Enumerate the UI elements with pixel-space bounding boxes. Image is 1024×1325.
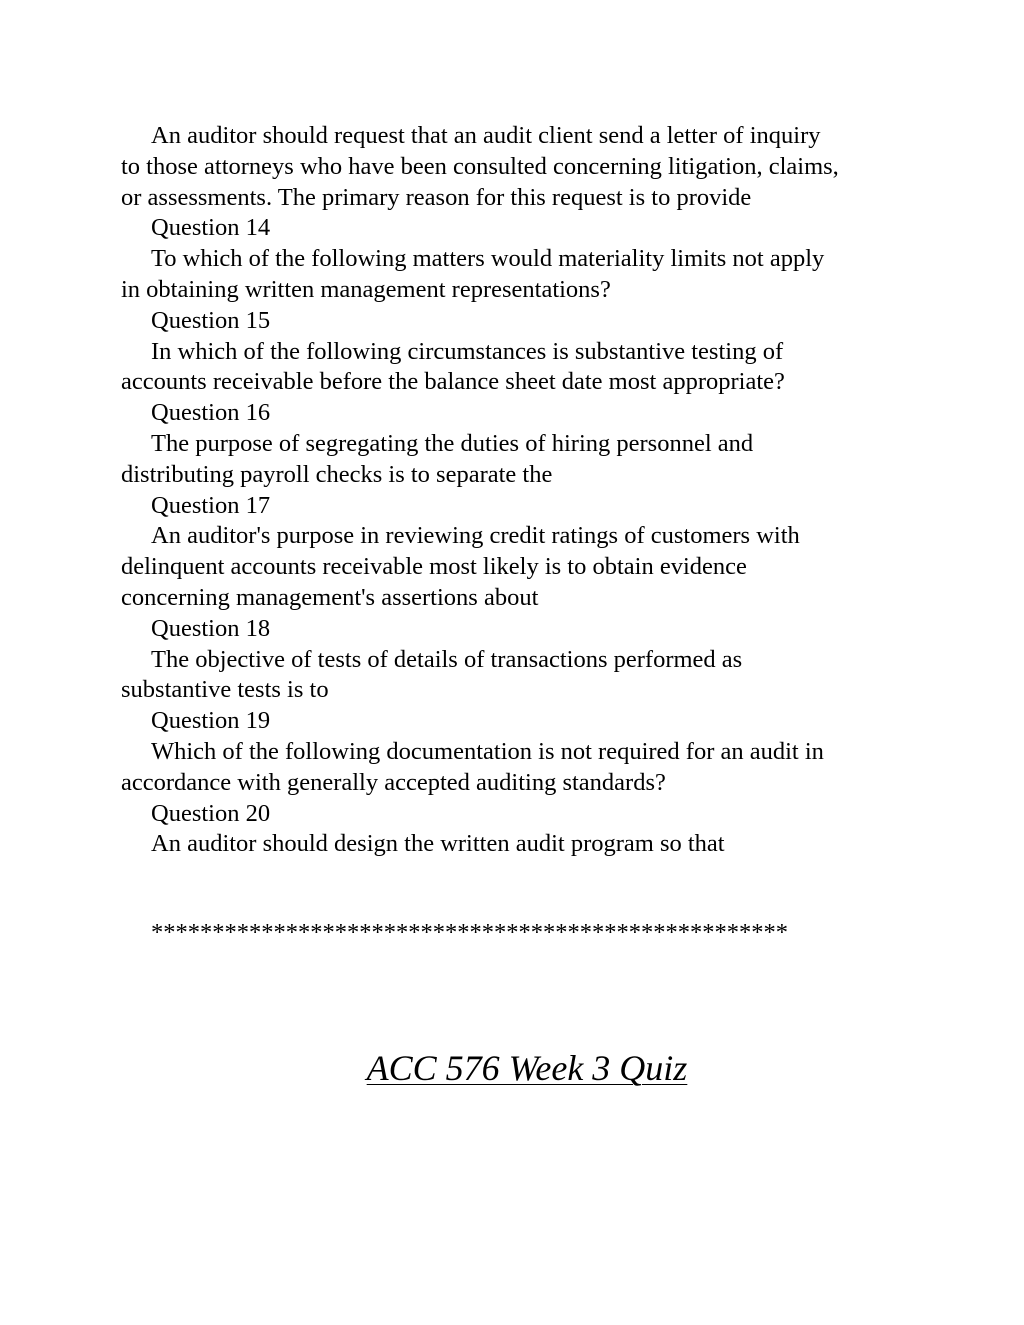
- separator-asterisks: ****************************************************: [151, 919, 788, 946]
- question-15-label: Question 15: [151, 306, 271, 334]
- question-13-line-2: to those attorneys who have been consulted concerning litigation, claims,: [121, 152, 839, 180]
- question-17-line-2: delinquent accounts receivable most likely is to obtain evidence: [121, 553, 747, 581]
- question-13-line-1: An auditor should request that an audit client send a letter of inquiry: [151, 122, 821, 149]
- question-18-label: Question 18: [151, 614, 271, 642]
- question-18-line-1: The objective of tests of details of transactions performed as: [151, 645, 743, 673]
- question-14-line-1: To which of the following matters would materiality limits not apply: [151, 245, 825, 273]
- question-16-line-1: The purpose of segregating the duties of hiring personnel and: [151, 429, 754, 457]
- question-18-text: [121, 645, 921, 707]
- question-15-line-1: In which of the following circumstances is substantive testing of: [151, 337, 784, 365]
- question-19-label: Question 19: [151, 707, 271, 735]
- questions-list: [121, 121, 921, 860]
- question-13-text: [121, 121, 921, 213]
- question-20-text: [121, 829, 921, 860]
- question-20-label: Question 20: [151, 799, 271, 827]
- question-17-line-1: An auditor's purpose in reviewing credit ratings of customers with: [151, 522, 800, 550]
- question-16-label: Question 16: [151, 399, 271, 427]
- question-17-line-3: concerning management's assertions about: [121, 583, 539, 611]
- question-17-label: Question 17: [151, 491, 271, 519]
- question-19-line-2: accordance with generally accepted auditing standards?: [121, 768, 666, 796]
- question-13-line-3: or assessments. The primary reason for this request is to provide: [121, 183, 752, 211]
- question-18-line-2: substantive tests is to: [121, 676, 329, 704]
- question-19-line-1: Which of the following documentation is not required for an audit in: [151, 737, 824, 765]
- question-14-line-2: in obtaining written management representations?: [121, 275, 611, 303]
- question-20-line-1: An auditor should design the written audit program so that: [151, 830, 725, 858]
- question-15-line-2: accounts receivable before the balance sheet date most appropriate?: [121, 368, 785, 396]
- question-17-text: [121, 521, 921, 613]
- question-14-text: [121, 244, 921, 306]
- question-15-text: [121, 337, 921, 399]
- question-16-line-2: distributing payroll checks is to separate the: [121, 460, 553, 488]
- question-19-text: [121, 737, 921, 799]
- question-16-text: [121, 429, 921, 491]
- section-title: ACC 576 Week 3 Quiz: [366, 1048, 688, 1088]
- question-14-label: Question 14: [151, 214, 271, 242]
